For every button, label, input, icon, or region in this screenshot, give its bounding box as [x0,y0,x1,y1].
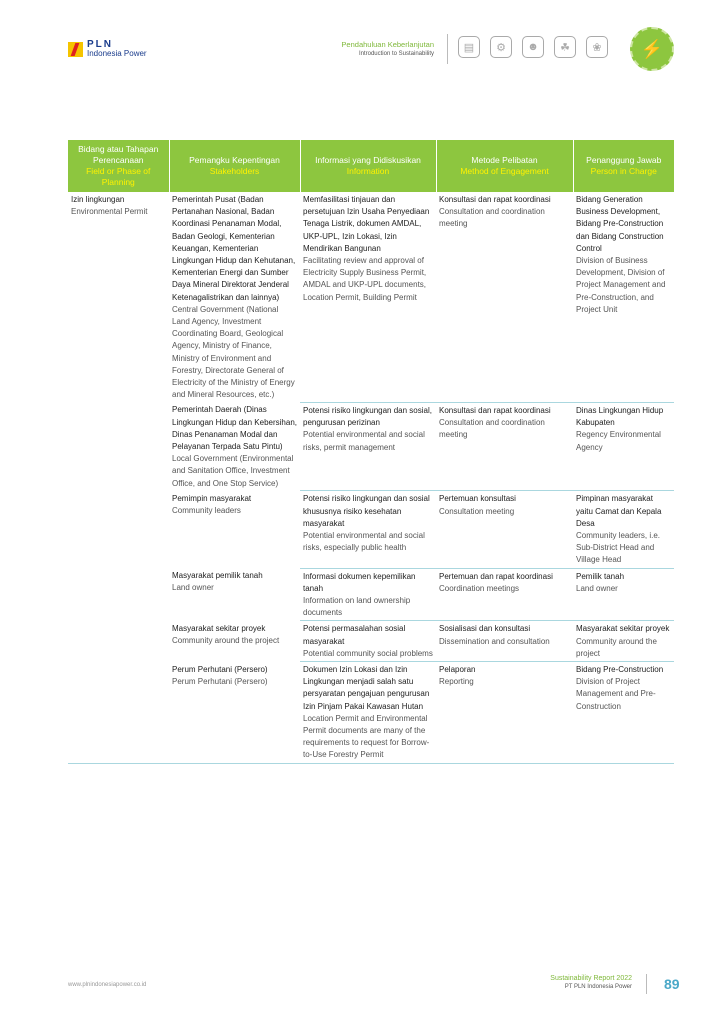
stakeholder-cell: Pemerintah Pusat (Badan Pertanahan Nasional, Badan Koordinasi Penanaman Modal, Badan Geologi, Kementerian Keuangan, Kementerian Lingkungan Hidup dan Kehutanan, Kementerian Energi dan Sumber Daya Mineral Direktorat Jenderal Ketenagalistrikan dan lainnya) Central Government (National Land Agency, Investment Coordinating Board, Geological Agency, Ministry of Finance, Ministry of Environment and Forestry, Directorate General of Electricity of the Ministry of Energy and Mineral Resources, etc.) [172,195,296,400]
pln-lightning-icon [68,42,83,57]
information-cell: Informasi dokumen kepemilikan tanah Information on land ownership documents [300,568,436,621]
table-header-row [68,140,674,192]
information-cell: Potensi risiko lingkungan dan sosial, pengurusan perizinan Potential environmental and social risks, permit management [300,402,436,490]
person-in-charge-cell: Bidang Generation Business Development, Bidang Pre-Construction dan Bidang Construction Control Division of Business Development, Division of Project Management and Pre-Construction, and Project Unit [576,195,666,314]
header-divider [447,34,448,64]
hand-plant-icon[interactable]: ☘ [554,36,576,58]
gear-cog-icon[interactable]: ⚙ [490,36,512,58]
page-number: 89 [664,976,680,992]
section-nav [458,36,608,58]
people-icon[interactable]: ☻ [522,36,544,58]
section-title [341,40,434,57]
section-title-id: Pendahuluan Keberlanjutan [341,40,434,49]
method-cell: Pelaporan Reporting [436,662,573,764]
stakeholder-cell: Pemerintah Daerah (Dinas Lingkungan Hidup dan Kebersihan, Dinas Penanaman Modal dan Pelayanan Terpada Satu Pintu) Local Government (Environmental and Sanitation Office, Investment Office, and One Stop Service) [172,405,297,488]
section-title-en: Introduction to Sustainability [358,51,434,57]
method-cell: Sosialisasi dan konsultasi Dissemination and consultation [436,621,573,662]
stakeholder-engagement-table [68,140,674,764]
stakeholder-cell: Pemimpin masyarakat Community leaders [172,493,252,516]
logo-subtext: Indonesia Power [87,49,147,58]
person-in-charge-cell: Pimpinan masyarakat yaitu Camat dan Kepala Desa Community leaders, i.e. Sub-District Head and Village Head [573,491,674,568]
company-logo [68,40,147,58]
person-in-charge-cell: Dinas Lingkungan Hidup Kabupaten Regency Environmental Agency [573,402,674,490]
method-cell: Konsultasi dan rapat koordinasi Consultation and coordination meeting [436,402,573,490]
header-stakeholders: Pemangku Kepentingan Stakeholders [169,140,300,192]
method-cell: Konsultasi dan rapat koordinasi Consultation and coordination meeting [439,195,551,229]
person-in-charge-cell: Masyarakat sekitar proyek Community around the project [573,621,674,662]
document-icon[interactable]: ▤ [458,36,480,58]
header-field: Bidang atau Tahapan Perencanaan Field or Phase of Planning [68,140,169,192]
website-url[interactable]: www.plnindonesiapower.co.id [68,982,147,988]
header-method: Metode Pelibatan Method of Engagement [436,140,573,192]
person-in-charge-cell: Pemilik tanah Land owner [573,568,674,621]
footer-titles [550,975,632,990]
table-row [68,192,674,402]
community-icon[interactable]: ❀ [586,36,608,58]
header-person-in-charge: Penanggung Jawab Person in Charge [573,140,674,192]
footer-divider [646,974,647,994]
method-cell: Pertemuan dan rapat koordinasi Coordination meetings [436,568,573,621]
stakeholder-cell: Masyarakat pemilik tanah Land owner [172,571,263,593]
report-title: Sustainability Report 2022 [550,975,632,982]
information-cell: Dokumen Izin Lokasi dan Izin Lingkungan menjadi salah satu persyaratan pengajuan pengurusan Izin Pinjam Pakai Kawasan Hutan Location Permit and Environmental Permit documents are many of the requirements to request for Borrow-to-Use Forestry Permit [300,662,436,764]
information-cell: Potensi risiko lingkungan dan sosial khususnya risiko kesehatan masyarakat Potential environmental and social risks, especially public health [300,491,436,568]
stakeholder-cell: Perum Perhutani (Persero) Perum Perhutani (Persero) [169,662,300,764]
person-in-charge-cell: Bidang Pre-Construction Division of Project Management and Pre-Construction [573,662,674,764]
header-information: Informasi yang Didiskusikan Information [300,140,436,192]
company-name: PT PLN Indonesia Power [564,984,632,990]
logo-text: PLN [87,39,113,50]
method-cell: Pertemuan konsultasi Consultation meeting [436,491,573,568]
leaf-plug-icon[interactable]: ⚡ [630,27,674,71]
stakeholder-cell: Masyarakat sekitar proyek Community around the project [172,623,280,646]
information-cell: Potensi permasalahan sosial masyarakat Potential community social problems [300,621,436,662]
information-cell: Memfasilitasi tinjauan dan persetujuan Izin Usaha Penyediaan Tenaga Listrik, dokumen AMDAL, UKP-UPL, Izin Lokasi, Izin Mendirikan Bangunan Facilitating review and approval of Electricity Supply Business Permit, AMDAL and UKP-UPL documents, Location Permit, Building Permit [303,195,430,302]
field-cell: Izin lingkungan Environmental Permit [68,192,169,763]
